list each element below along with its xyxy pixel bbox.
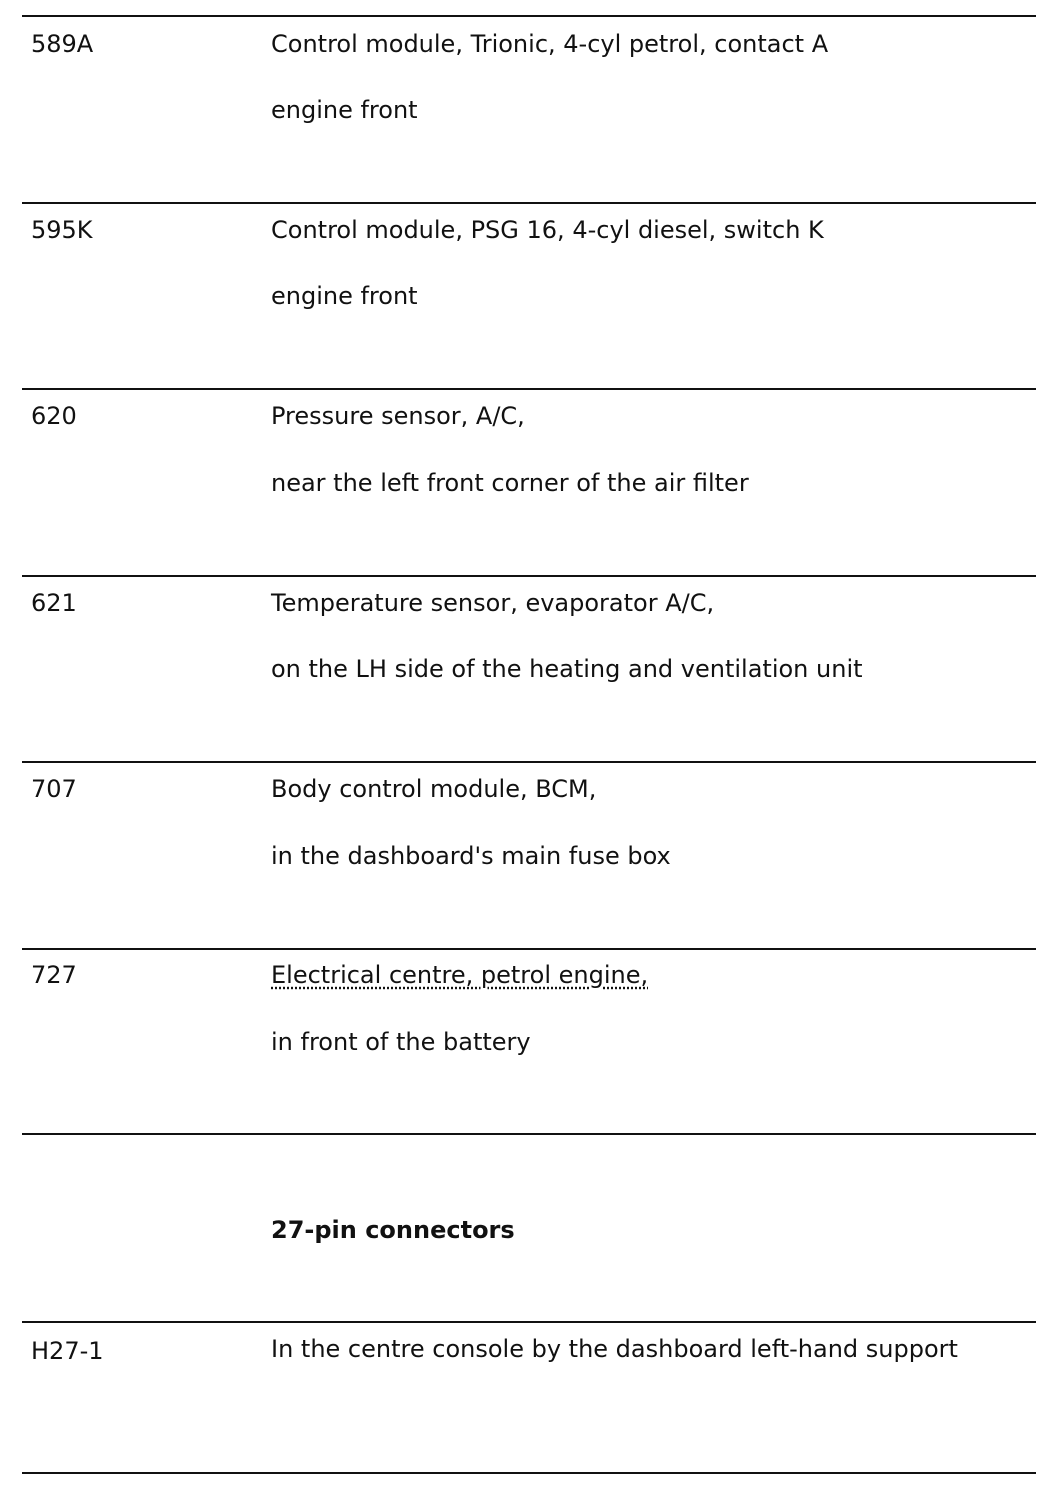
component-description: Body control module, BCM, xyxy=(271,775,597,803)
component-code: 727 xyxy=(31,961,77,989)
component-location: engine front xyxy=(271,96,418,124)
component-description: Pressure sensor, A/C, xyxy=(271,402,525,430)
component-description: Control module, Trionic, 4-cyl petrol, contact A xyxy=(271,30,829,58)
component-code: 621 xyxy=(31,589,77,617)
table-divider xyxy=(22,15,1036,17)
component-code: 595K xyxy=(31,216,93,244)
table-divider xyxy=(22,388,1036,390)
component-location: near the left front corner of the air filter xyxy=(271,469,749,497)
component-location: engine front xyxy=(271,282,418,310)
table-divider xyxy=(22,761,1036,763)
table-divider xyxy=(22,1321,1036,1323)
component-location: on the LH side of the heating and ventilation unit xyxy=(271,655,863,683)
component-code: 620 xyxy=(31,402,77,430)
connector-code: H27-1 xyxy=(31,1337,104,1365)
component-location: in front of the battery xyxy=(271,1028,531,1056)
component-code: 589A xyxy=(31,30,94,58)
component-code: 707 xyxy=(31,775,77,803)
component-description: Control module, PSG 16, 4-cyl diesel, switch K xyxy=(271,216,824,244)
component-description: Temperature sensor, evaporator A/C, xyxy=(271,589,715,617)
component-description: Electrical centre, petrol engine, xyxy=(271,961,649,989)
table-divider xyxy=(22,948,1036,950)
connector-location: In the centre console by the dashboard left-hand support xyxy=(271,1335,958,1363)
table-divider xyxy=(22,1472,1036,1474)
table-divider xyxy=(22,202,1036,204)
table-divider xyxy=(22,575,1036,577)
section-heading: 27-pin connectors xyxy=(271,1216,515,1244)
component-location: in the dashboard's main fuse box xyxy=(271,842,671,870)
table-divider xyxy=(22,1133,1036,1135)
